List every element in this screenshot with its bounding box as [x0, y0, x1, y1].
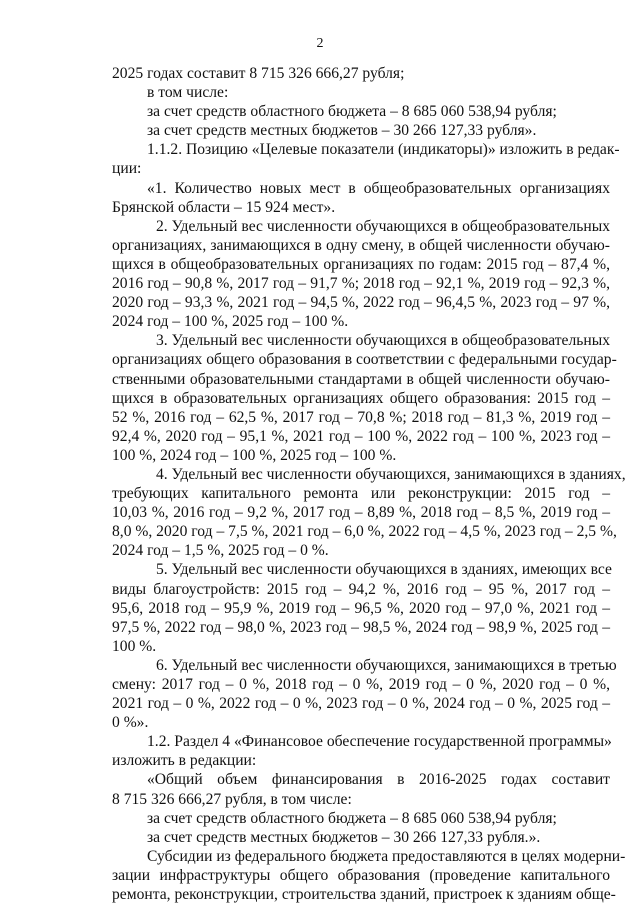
text-line: зации инфраструктуры общего образования (проведение капитального — [112, 866, 610, 884]
text-line: Брянской области – 15 924 мест». — [112, 198, 336, 216]
text-line: 2021 год – 0 %, 2022 год – 0 %, 2023 год – 0 %, 2024 год – 0 %, 2025 год – — [112, 695, 610, 713]
text-line: 5. Удельный вес численности обучающихся в зданиях, имеющих все — [156, 561, 612, 579]
text-line: за счет средств областного бюджета – 8 685 060 538,94 рубля; — [147, 103, 557, 121]
text-line: 52 %, 2016 год – 62,5 %, 2017 год – 70,8 %; 2018 год – 81,3 %, 2019 год – — [112, 408, 610, 426]
text-line: 100 %, 2024 год – 100 %, 2025 год – 100 %. — [112, 446, 397, 464]
text-line: 1.2. Раздел 4 «Финансовое обеспечение государственной программы» — [147, 733, 612, 751]
text-line: 2016 год – 90,8 %, 2017 год – 91,7 %; 2018 год – 92,1 %, 2019 год – 92,3 %, — [112, 275, 610, 293]
text-line: 95,6, 2018 год – 95,9 %, 2019 год – 96,5 %, 2020 год – 97,0 %, 2021 год – — [112, 599, 610, 617]
text-line: виды благоустройств: 2015 год – 94,2 %, 2016 год – 95 %, 2017 год – — [112, 580, 610, 598]
text-line: за счет средств местных бюджетов – 30 266 127,33 рубля.». — [147, 828, 541, 846]
text-line: 97,5 %, 2022 год – 98,0 %, 2023 год – 98,5 %, 2024 год – 98,9 %, 2025 год – — [112, 618, 610, 636]
text-line: 4. Удельный вес численности обучающихся, занимающихся в зданиях, — [156, 465, 626, 483]
text-line: 100 %. — [112, 637, 157, 655]
text-line: 2020 год – 93,3 %, 2021 год – 94,5 %, 2022 год – 96,4,5 %, 2023 год – 97 %, — [112, 294, 610, 312]
text-line: организациях общего образования в соответствии с федеральными государ- — [112, 351, 617, 369]
text-line: щихся в общеобразовательных организациях по годам: 2015 год – 87,4 %, — [112, 255, 610, 273]
text-line: 2. Удельный вес численности обучающихся в общеобразовательных — [156, 217, 610, 235]
text-line: за счет средств областного бюджета – 8 685 060 538,94 рубля; — [147, 809, 557, 827]
text-line: «1. Количество новых мест в общеобразовательных организациях — [147, 179, 610, 197]
text-line: 2024 год – 100 %, 2025 год – 100 %. — [112, 313, 349, 331]
text-line: 10,03 %, 2016 год – 9,2 %, 2017 год – 8,89 %, 2018 год – 8,5 %, 2019 год – — [112, 504, 610, 522]
text-line: 2024 год – 1,5 %, 2025 год – 0 %. — [112, 542, 329, 560]
text-line: ственными образовательными стандартами в общей численности обучаю- — [112, 370, 610, 388]
text-line: щихся в образовательных организациях общего образования: 2015 год – — [112, 389, 610, 407]
text-line: 0 %». — [112, 714, 149, 732]
text-line: смену: 2017 год – 0 %, 2018 год – 0 %, 2019 год – 0 %, 2020 год – 0 %, — [112, 676, 610, 693]
text-line: требующих капитального ремонта или реконструкции: 2015 год – — [112, 485, 610, 503]
text-line: 8 715 326 666,27 рубля, в том числе: — [112, 790, 352, 808]
text-line: «Общий объем финансирования в 2016-2025 годах составит — [147, 771, 610, 789]
text-line: 6. Удельный вес численности обучающихся, занимающихся в третью — [156, 656, 617, 674]
text-line: за счет средств местных бюджетов – 30 266 127,33 рубля». — [147, 122, 537, 140]
text-line: 8,0 %, 2020 год – 7,5 %, 2021 год – 6,0 %, 2022 год – 4,5 %, 2023 год – 2,5 %, — [112, 523, 617, 541]
text-line: в том числе: — [147, 84, 229, 102]
document-body — [112, 64, 626, 904]
text-line: 1.1.2. Позицию «Целевые показатели (индикаторы)» изложить в редак- — [147, 141, 620, 159]
text-line: 2025 годах составит 8 715 326 666,27 рубля; — [112, 65, 405, 82]
text-line: ремонта, реконструкции, строительства зданий, пристроек к зданиям обще- — [112, 886, 616, 904]
page-number: 2 — [316, 36, 324, 51]
text-line: изложить в редакции: — [112, 752, 257, 770]
text-line: 3. Удельный вес численности обучающихся в общеобразовательных — [156, 332, 610, 350]
text-line: ции: — [112, 160, 142, 178]
text-line: Субсидии из федерального бюджета предоставляются в целях модерни- — [147, 847, 626, 865]
text-line: 92,4 %, 2020 год – 95,1 %, 2021 год – 100 %, 2022 год – 100 %, 2023 год – — [112, 427, 610, 445]
text-line: организациях, занимающихся в одну смену, в общей численности обучаю- — [112, 236, 610, 254]
